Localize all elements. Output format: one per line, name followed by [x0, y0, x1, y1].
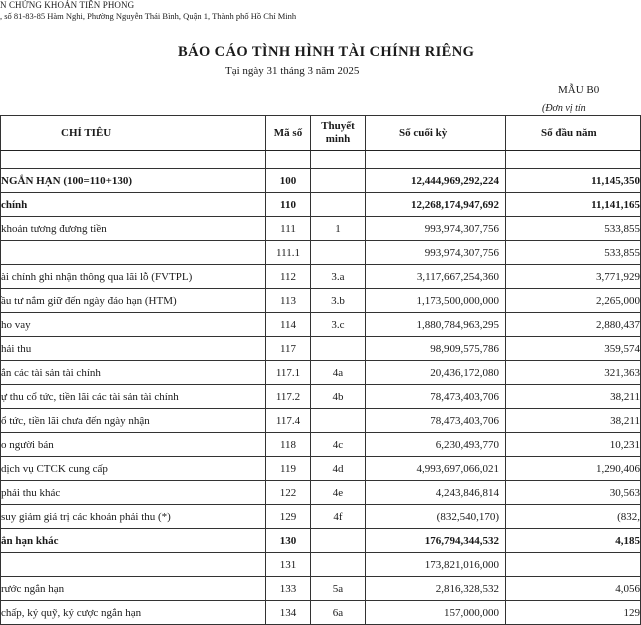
table-row	[1, 151, 641, 169]
row-beginning-balance: (832,	[506, 505, 641, 529]
row-note: 4f	[311, 505, 366, 529]
header-ending-balance: Số cuối kỳ	[366, 116, 506, 151]
row-note: 1	[311, 217, 366, 241]
row-beginning-balance: 10,231	[506, 433, 641, 457]
header-note: Thuyết minh	[311, 116, 366, 151]
row-indicator: ho vay	[1, 313, 266, 337]
row-note	[311, 193, 366, 217]
row-code: 110	[266, 193, 311, 217]
table-row	[1, 337, 641, 361]
row-beginning-balance: 11,145,350	[506, 169, 641, 193]
row-ending-balance: 78,473,403,706	[366, 385, 506, 409]
row-indicator: NGẮN HẠN (100=110+130)	[1, 169, 266, 193]
form-code: MẪU B0	[558, 84, 600, 96]
row-indicator: chính	[1, 193, 266, 217]
table-row	[1, 481, 641, 505]
row-beginning-balance: 321,363	[506, 361, 641, 385]
row-code: 100	[266, 169, 311, 193]
header-indicator: CHỈ TIÊU	[1, 116, 266, 151]
row-indicator: ầu tư nắm giữ đến ngày đáo hạn (HTM)	[1, 289, 266, 313]
table-row	[1, 505, 641, 529]
row-beginning-balance: 38,211	[506, 385, 641, 409]
row-ending-balance: 173,821,016,000	[366, 553, 506, 577]
row-ending-balance: 1,880,784,963,295	[366, 313, 506, 337]
table-row	[1, 265, 641, 289]
row-note: 4c	[311, 433, 366, 457]
row-indicator	[1, 553, 266, 577]
row-ending-balance: 157,000,000	[366, 601, 506, 625]
table-row	[1, 601, 641, 625]
row-code: 133	[266, 577, 311, 601]
row-note: 3.b	[311, 289, 366, 313]
row-note	[311, 241, 366, 265]
row-note	[311, 169, 366, 193]
row-beginning-balance: 359,574	[506, 337, 641, 361]
table-row	[1, 289, 641, 313]
financial-position-table	[0, 115, 641, 625]
row-beginning-balance: 2,880,437	[506, 313, 641, 337]
row-code: 118	[266, 433, 311, 457]
table-row	[1, 385, 641, 409]
row-beginning-balance: 38,211	[506, 409, 641, 433]
table-row	[1, 457, 641, 481]
table-row	[1, 193, 641, 217]
report-title: BÁO CÁO TÌNH HÌNH TÀI CHÍNH RIÊNG	[178, 44, 475, 60]
table-row	[1, 553, 641, 577]
table-row	[1, 529, 641, 553]
header-beginning-balance: Số đầu năm	[506, 116, 641, 151]
row-indicator: ổ tức, tiền lãi chưa đến ngày nhận	[1, 409, 266, 433]
row-ending-balance: 3,117,667,254,360	[366, 265, 506, 289]
row-beginning-balance: 533,855	[506, 241, 641, 265]
row-code: 122	[266, 481, 311, 505]
currency-unit-note: (Đơn vị tín	[542, 103, 586, 114]
table-header-row	[1, 116, 641, 151]
row-code: 117.1	[266, 361, 311, 385]
table-row	[1, 433, 641, 457]
row-code	[266, 151, 311, 169]
row-beginning-balance: 2,265,000	[506, 289, 641, 313]
row-ending-balance: 993,974,307,756	[366, 241, 506, 265]
row-ending-balance: 4,993,697,066,021	[366, 457, 506, 481]
row-code: 119	[266, 457, 311, 481]
row-code: 117.4	[266, 409, 311, 433]
table-row	[1, 217, 641, 241]
row-indicator	[1, 151, 266, 169]
row-code: 112	[266, 265, 311, 289]
row-indicator: phải thu khác	[1, 481, 266, 505]
row-note	[311, 553, 366, 577]
row-note: 4e	[311, 481, 366, 505]
row-code: 111.1	[266, 241, 311, 265]
row-note	[311, 337, 366, 361]
row-code: 130	[266, 529, 311, 553]
row-indicator: dịch vụ CTCK cung cấp	[1, 457, 266, 481]
row-note: 3.a	[311, 265, 366, 289]
row-note	[311, 409, 366, 433]
row-note: 6a	[311, 601, 366, 625]
row-ending-balance: 12,268,174,947,692	[366, 193, 506, 217]
table-row	[1, 313, 641, 337]
row-indicator: suy giảm giá trị các khoản phải thu (*)	[1, 505, 266, 529]
table-row	[1, 409, 641, 433]
report-date: Tại ngày 31 tháng 3 năm 2025	[225, 65, 360, 77]
row-ending-balance: 993,974,307,756	[366, 217, 506, 241]
row-ending-balance: 1,173,500,000,000	[366, 289, 506, 313]
row-ending-balance	[366, 151, 506, 169]
row-ending-balance: 6,230,493,770	[366, 433, 506, 457]
row-beginning-balance: 11,141,165	[506, 193, 641, 217]
row-indicator	[1, 241, 266, 265]
row-beginning-balance	[506, 553, 641, 577]
row-note	[311, 151, 366, 169]
row-code: 114	[266, 313, 311, 337]
row-beginning-balance: 4,185	[506, 529, 641, 553]
row-indicator: ự thu cổ tức, tiền lãi các tài sản tài chính	[1, 385, 266, 409]
table-row	[1, 241, 641, 265]
row-beginning-balance: 3,771,929	[506, 265, 641, 289]
row-ending-balance: 176,794,344,532	[366, 529, 506, 553]
row-code: 129	[266, 505, 311, 529]
company-name: N CHỨNG KHOÁN TIÊN PHONG	[0, 0, 135, 10]
row-indicator: ài chính ghi nhận thông qua lãi lỗ (FVTPL)	[1, 265, 266, 289]
row-indicator: o người bán	[1, 433, 266, 457]
row-note	[311, 529, 366, 553]
row-indicator: khoản tương đương tiền	[1, 217, 266, 241]
row-indicator: ắn các tài sản tài chính	[1, 361, 266, 385]
row-ending-balance: 4,243,846,814	[366, 481, 506, 505]
row-ending-balance: 12,444,969,292,224	[366, 169, 506, 193]
row-code: 117	[266, 337, 311, 361]
row-code: 113	[266, 289, 311, 313]
table-row	[1, 169, 641, 193]
header-code: Mã số	[266, 116, 311, 151]
row-beginning-balance: 129	[506, 601, 641, 625]
row-ending-balance: 2,816,328,532	[366, 577, 506, 601]
row-indicator: chấp, ký quỹ, ký cược ngắn hạn	[1, 601, 266, 625]
row-code: 134	[266, 601, 311, 625]
row-note: 3.c	[311, 313, 366, 337]
row-code: 117.2	[266, 385, 311, 409]
row-code: 111	[266, 217, 311, 241]
row-note: 4b	[311, 385, 366, 409]
table-row	[1, 577, 641, 601]
table-body	[1, 151, 641, 625]
row-code: 131	[266, 553, 311, 577]
row-beginning-balance: 1,290,406	[506, 457, 641, 481]
row-beginning-balance: 30,563	[506, 481, 641, 505]
row-indicator: hải thu	[1, 337, 266, 361]
row-indicator: ắn hạn khác	[1, 529, 266, 553]
row-beginning-balance	[506, 151, 641, 169]
row-ending-balance: 20,436,172,080	[366, 361, 506, 385]
row-indicator: rước ngắn hạn	[1, 577, 266, 601]
company-address: , số 81-83-85 Hàm Nghi, Phường Nguyễn Thái Bình, Quận 1, Thành phố Hồ Chí Minh	[0, 11, 297, 21]
row-beginning-balance: 4,056	[506, 577, 641, 601]
row-note: 5a	[311, 577, 366, 601]
row-ending-balance: 78,473,403,706	[366, 409, 506, 433]
table-row	[1, 361, 641, 385]
row-ending-balance: (832,540,170)	[366, 505, 506, 529]
row-beginning-balance: 533,855	[506, 217, 641, 241]
row-note: 4a	[311, 361, 366, 385]
row-ending-balance: 98,909,575,786	[366, 337, 506, 361]
row-note: 4d	[311, 457, 366, 481]
